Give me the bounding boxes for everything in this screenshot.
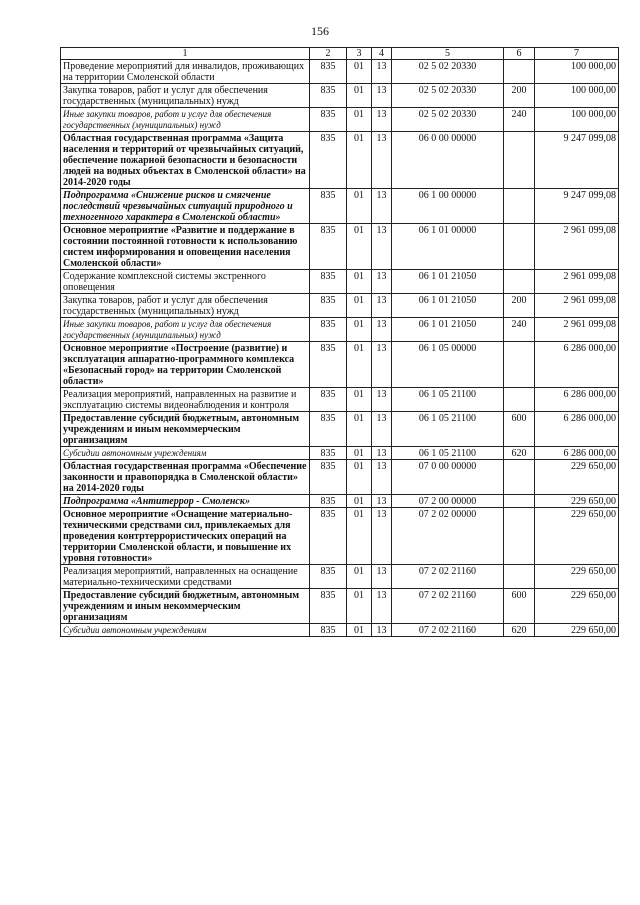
column-header: 5	[392, 48, 504, 60]
item-name: Реализация мероприятий, направленных на оснащение материально-техническими средствами	[61, 565, 310, 589]
target-article-code: 02 5 02 20330	[392, 60, 504, 84]
target-article-code: 06 1 05 21100	[392, 388, 504, 412]
admin-code: 835	[310, 132, 347, 189]
item-name: Иные закупки товаров, работ и услуг для обеспечения государственных (муниципальных) нужд	[61, 318, 310, 342]
admin-code: 835	[310, 508, 347, 565]
admin-code: 835	[310, 189, 347, 224]
section-code: 01	[347, 294, 372, 318]
table-row	[61, 412, 619, 447]
table-row	[61, 460, 619, 495]
table-row	[61, 565, 619, 589]
subsection-code: 13	[372, 132, 392, 189]
amount: 2 961 099,08	[535, 224, 619, 270]
item-name: Основное мероприятие «Развитие и поддержание в состоянии постоянной готовности к использованию систем информирования и оповещения населения Смоленской области»	[61, 224, 310, 270]
item-name: Подпрограмма «Снижение рисков и смягчение последствий чрезвычайных ситуаций природного и техногенного характера в Смоленской области»	[61, 189, 310, 224]
table-row	[61, 318, 619, 342]
subsection-code: 13	[372, 294, 392, 318]
target-article-code: 07 2 00 00000	[392, 495, 504, 508]
table-row	[61, 447, 619, 460]
expense-type-code	[504, 189, 535, 224]
target-article-code: 06 1 05 21100	[392, 412, 504, 447]
subsection-code: 13	[372, 108, 392, 132]
section-code: 01	[347, 460, 372, 495]
table-row	[61, 60, 619, 84]
target-article-code: 06 1 00 00000	[392, 189, 504, 224]
section-code: 01	[347, 318, 372, 342]
table-row	[61, 589, 619, 624]
item-name: Предоставление субсидий бюджетным, автономным учреждениям и иным некоммерческим организациям	[61, 589, 310, 624]
amount: 9 247 099,08	[535, 189, 619, 224]
admin-code: 835	[310, 60, 347, 84]
expense-type-code: 600	[504, 412, 535, 447]
target-article-code: 02 5 02 20330	[392, 84, 504, 108]
expense-type-code	[504, 224, 535, 270]
subsection-code: 13	[372, 84, 392, 108]
target-article-code: 06 1 01 00000	[392, 224, 504, 270]
subsection-code: 13	[372, 189, 392, 224]
admin-code: 835	[310, 318, 347, 342]
admin-code: 835	[310, 224, 347, 270]
section-code: 01	[347, 189, 372, 224]
item-name: Предоставление субсидий бюджетным, автономным учреждениям и иным некоммерческим организациям	[61, 412, 310, 447]
section-code: 01	[347, 624, 372, 637]
amount: 229 650,00	[535, 565, 619, 589]
section-code: 01	[347, 132, 372, 189]
column-header: 4	[372, 48, 392, 60]
subsection-code: 13	[372, 342, 392, 388]
table-row	[61, 108, 619, 132]
target-article-code: 07 2 02 00000	[392, 508, 504, 565]
subsection-code: 13	[372, 388, 392, 412]
item-name: Областная государственная программа «Защита населения и территорий от чрезвычайных ситуаций, обеспечение пожарной безопасности и безопасности людей на водных объектах в Смоленской области» на 2014-2020 годы	[61, 132, 310, 189]
table-row	[61, 342, 619, 388]
section-code: 01	[347, 495, 372, 508]
section-code: 01	[347, 589, 372, 624]
expense-type-code	[504, 495, 535, 508]
section-code: 01	[347, 508, 372, 565]
expense-type-code	[504, 270, 535, 294]
target-article-code: 07 2 02 21160	[392, 565, 504, 589]
header-row	[61, 48, 619, 60]
expense-type-code: 620	[504, 624, 535, 637]
column-header: 2	[310, 48, 347, 60]
item-name: Подпрограмма «Антитеррор - Смоленск»	[61, 495, 310, 508]
item-name: Областная государственная программа «Обеспечение законности и правопорядка в Смоленской области» на 2014-2020 годы	[61, 460, 310, 495]
amount: 229 650,00	[535, 508, 619, 565]
column-header: 6	[504, 48, 535, 60]
amount: 229 650,00	[535, 460, 619, 495]
expense-type-code: 240	[504, 108, 535, 132]
amount: 6 286 000,00	[535, 388, 619, 412]
admin-code: 835	[310, 294, 347, 318]
amount: 100 000,00	[535, 60, 619, 84]
table-row	[61, 624, 619, 637]
target-article-code: 07 2 02 21160	[392, 589, 504, 624]
target-article-code: 02 5 02 20330	[392, 108, 504, 132]
target-article-code: 06 1 01 21050	[392, 318, 504, 342]
admin-code: 835	[310, 108, 347, 132]
target-article-code: 07 0 00 00000	[392, 460, 504, 495]
expense-type-code: 200	[504, 84, 535, 108]
table-row	[61, 270, 619, 294]
page-number: 156	[311, 24, 329, 38]
section-code: 01	[347, 108, 372, 132]
target-article-code: 06 1 05 21100	[392, 447, 504, 460]
subsection-code: 13	[372, 224, 392, 270]
table-row	[61, 84, 619, 108]
section-code: 01	[347, 447, 372, 460]
item-name: Субсидии автономным учреждениям	[61, 624, 310, 637]
amount: 229 650,00	[535, 589, 619, 624]
amount: 2 961 099,08	[535, 318, 619, 342]
section-code: 01	[347, 270, 372, 294]
amount: 100 000,00	[535, 84, 619, 108]
section-code: 01	[347, 224, 372, 270]
item-name: Закупка товаров, работ и услуг для обеспечения государственных (муниципальных) нужд	[61, 84, 310, 108]
item-name: Иные закупки товаров, работ и услуг для обеспечения государственных (муниципальных) нужд	[61, 108, 310, 132]
amount: 229 650,00	[535, 495, 619, 508]
table-row	[61, 224, 619, 270]
table-row	[61, 495, 619, 508]
expense-type-code	[504, 388, 535, 412]
expense-type-code	[504, 508, 535, 565]
target-article-code: 06 1 01 21050	[392, 270, 504, 294]
table-row	[61, 508, 619, 565]
admin-code: 835	[310, 84, 347, 108]
admin-code: 835	[310, 589, 347, 624]
subsection-code: 13	[372, 318, 392, 342]
target-article-code: 06 0 00 00000	[392, 132, 504, 189]
subsection-code: 13	[372, 508, 392, 565]
target-article-code: 06 1 05 00000	[392, 342, 504, 388]
subsection-code: 13	[372, 447, 392, 460]
admin-code: 835	[310, 624, 347, 637]
section-code: 01	[347, 412, 372, 447]
table-row	[61, 388, 619, 412]
expense-type-code: 200	[504, 294, 535, 318]
admin-code: 835	[310, 495, 347, 508]
subsection-code: 13	[372, 565, 392, 589]
expense-type-code: 600	[504, 589, 535, 624]
expense-type-code	[504, 460, 535, 495]
admin-code: 835	[310, 342, 347, 388]
expense-type-code	[504, 60, 535, 84]
amount: 9 247 099,08	[535, 132, 619, 189]
subsection-code: 13	[372, 460, 392, 495]
column-header: 3	[347, 48, 372, 60]
item-name: Основное мероприятие «Оснащение материально-техническими средствами сил, привлекаемых для проведения контртеррористических операций на территории Смоленской области, и повышение их уровня готовности»	[61, 508, 310, 565]
amount: 100 000,00	[535, 108, 619, 132]
admin-code: 835	[310, 447, 347, 460]
subsection-code: 13	[372, 624, 392, 637]
expense-type-code	[504, 342, 535, 388]
subsection-code: 13	[372, 60, 392, 84]
subsection-code: 13	[372, 270, 392, 294]
item-name: Закупка товаров, работ и услуг для обеспечения государственных (муниципальных) нужд	[61, 294, 310, 318]
subsection-code: 13	[372, 589, 392, 624]
table-row	[61, 189, 619, 224]
item-name: Проведение мероприятий для инвалидов, проживающих на территории Смоленской области	[61, 60, 310, 84]
target-article-code: 06 1 01 21050	[392, 294, 504, 318]
expense-type-code: 620	[504, 447, 535, 460]
section-code: 01	[347, 84, 372, 108]
admin-code: 835	[310, 460, 347, 495]
admin-code: 835	[310, 565, 347, 589]
subsection-code: 13	[372, 412, 392, 447]
column-header: 1	[61, 48, 310, 60]
amount: 6 286 000,00	[535, 412, 619, 447]
item-name: Реализация мероприятий, направленных на развитие и эксплуатацию системы видеонаблюдения и контроля	[61, 388, 310, 412]
section-code: 01	[347, 565, 372, 589]
subsection-code: 13	[372, 495, 392, 508]
section-code: 01	[347, 388, 372, 412]
table-row	[61, 294, 619, 318]
admin-code: 835	[310, 270, 347, 294]
item-name: Субсидии автономным учреждениям	[61, 447, 310, 460]
amount: 2 961 099,08	[535, 270, 619, 294]
column-header: 7	[535, 48, 619, 60]
expense-type-code	[504, 132, 535, 189]
admin-code: 835	[310, 388, 347, 412]
expense-type-code: 240	[504, 318, 535, 342]
expense-type-code	[504, 565, 535, 589]
budget-table	[60, 47, 619, 637]
section-code: 01	[347, 342, 372, 388]
admin-code: 835	[310, 412, 347, 447]
amount: 229 650,00	[535, 624, 619, 637]
table-row	[61, 132, 619, 189]
target-article-code: 07 2 02 21160	[392, 624, 504, 637]
item-name: Содержание комплексной системы экстренного оповещения	[61, 270, 310, 294]
amount: 6 286 000,00	[535, 447, 619, 460]
item-name: Основное мероприятие «Построение (развитие) и эксплуатация аппаратно-программного комплекса «Безопасный город» на территории Смоленской области»	[61, 342, 310, 388]
amount: 6 286 000,00	[535, 342, 619, 388]
section-code: 01	[347, 60, 372, 84]
amount: 2 961 099,08	[535, 294, 619, 318]
